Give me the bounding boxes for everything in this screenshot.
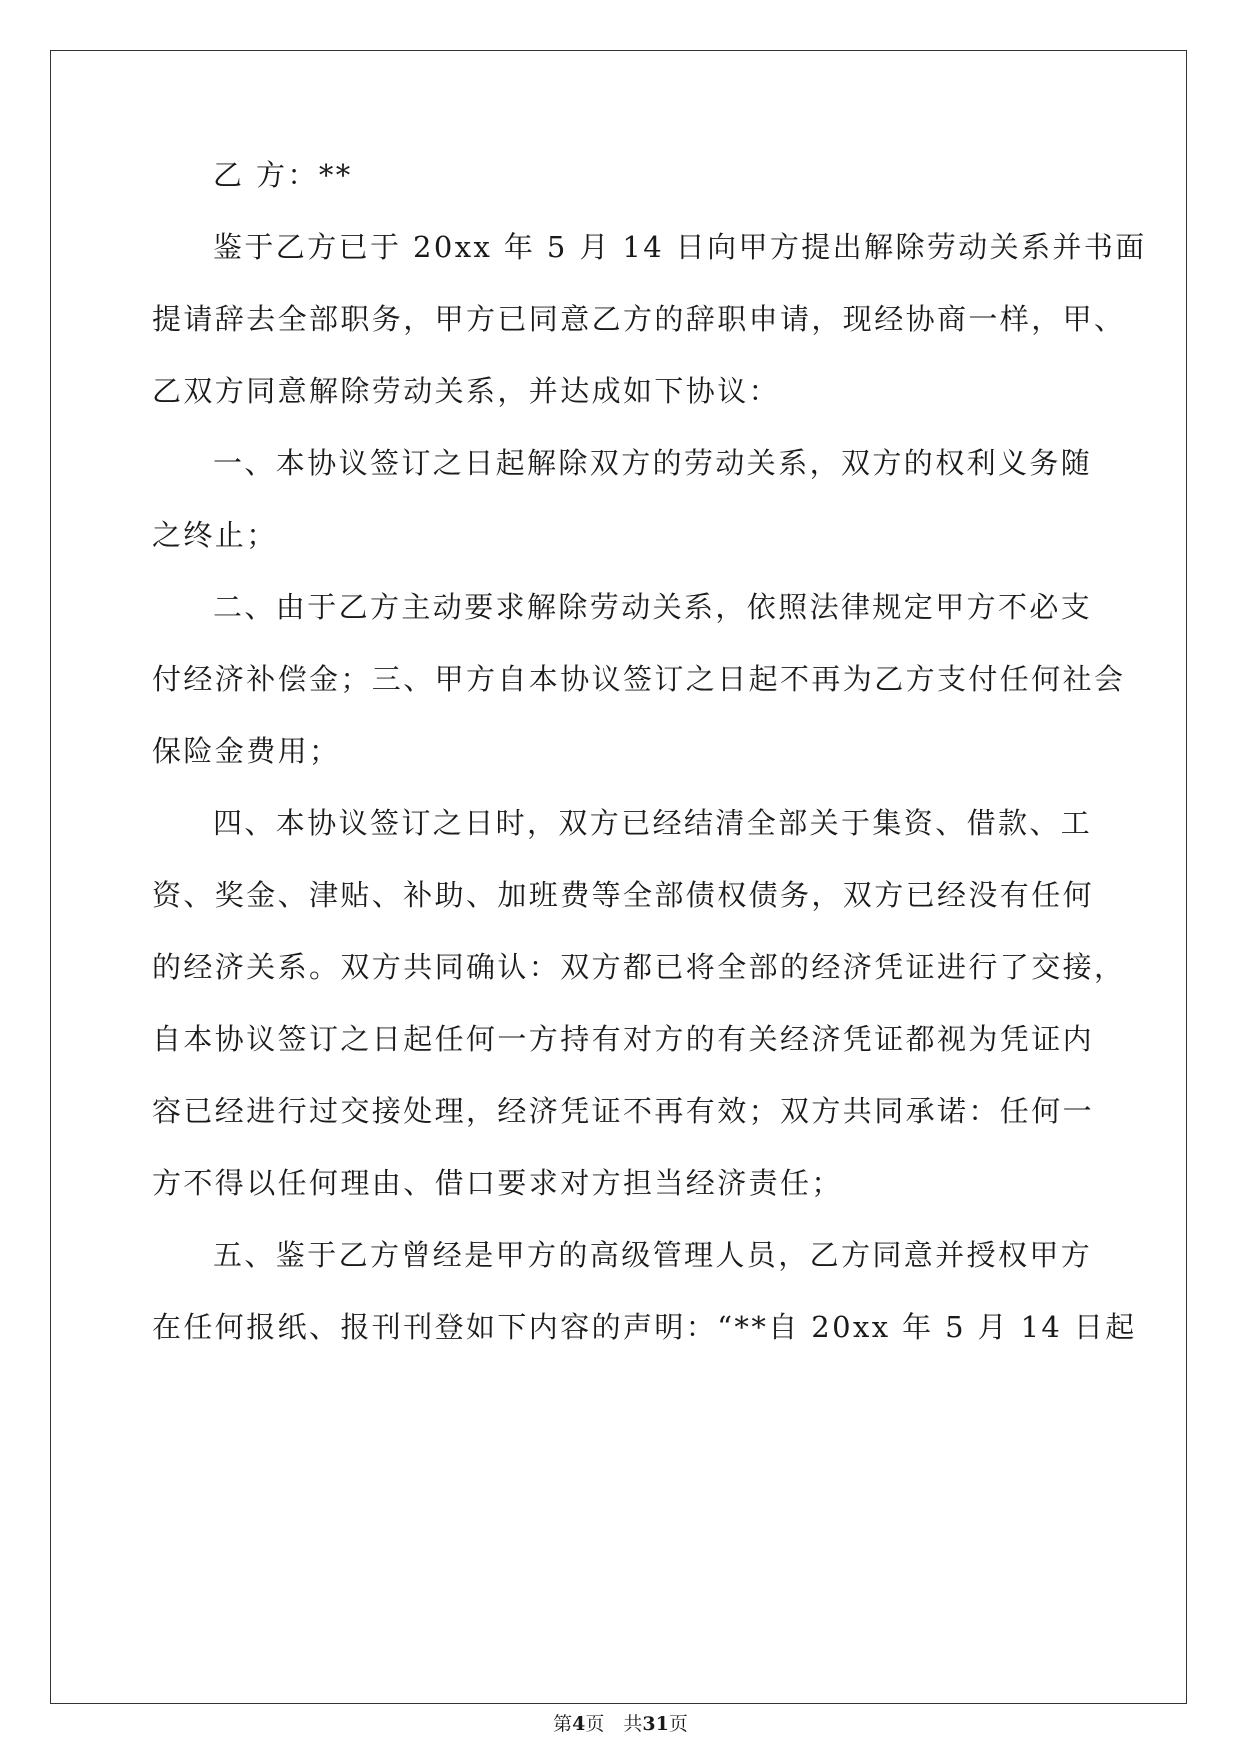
- text-line: 五、鉴于乙方曾经是甲方的高级管理人员，乙方同意并授权甲方: [213, 1238, 1093, 1272]
- text-line: 自本协议签订之日起任何一方持有对方的有关经济凭证都视为凭证内: [152, 1022, 1095, 1056]
- text-line: 二、由于乙方主动要求解除劳动关系，依照法律规定甲方不必支: [213, 590, 1093, 624]
- text-line: 四、本协议签订之日时，双方已经结清全部关于集资、借款、工: [213, 806, 1093, 840]
- text-line: 之终止；: [152, 518, 278, 552]
- text-line: 容已经进行过交接处理，经济凭证不再有效；双方共同承诺：任何一: [152, 1094, 1095, 1128]
- text-line: 方不得以任何理由、借口要求对方担当经济责任；: [152, 1166, 843, 1200]
- text-line: 鉴于乙方已于 20xx 年 5 月 14 日向甲方提出解除劳动关系并书面: [213, 230, 1147, 264]
- text-line: 资、奖金、津贴、补助、加班费等全部债权债务，双方已经没有任何: [152, 878, 1095, 912]
- text-line: 付经济补偿金；三、甲方自本协议签订之日起不再为乙方支付任何社会: [152, 662, 1126, 696]
- text-line: 乙双方同意解除劳动关系，并达成如下协议：: [152, 374, 781, 408]
- text-line: 保险金费用；: [152, 734, 341, 768]
- text-line: 在任何报纸、报刊刊登如下内容的声明：“**自 20xx 年 5 月 14 日起: [152, 1310, 1137, 1344]
- footer-middle: 页 共: [585, 1713, 643, 1735]
- total-page-count: 31: [642, 1713, 669, 1735]
- footer-suffix: 页: [668, 1713, 688, 1735]
- current-page-number: 4: [572, 1713, 586, 1735]
- footer-prefix: 第: [553, 1713, 573, 1735]
- text-line: 提请辞去全部职务，甲方已同意乙方的辞职申请，现经协商一样，甲、: [152, 302, 1126, 336]
- text-line: 乙 方：**: [213, 158, 353, 192]
- text-line: 的经济关系。双方共同确认：双方都已将全部的经济凭证进行了交接，: [152, 950, 1126, 984]
- text-line: 一、本协议签订之日起解除双方的劳动关系，双方的权利义务随: [213, 446, 1093, 480]
- page-footer: [0, 1712, 1241, 1736]
